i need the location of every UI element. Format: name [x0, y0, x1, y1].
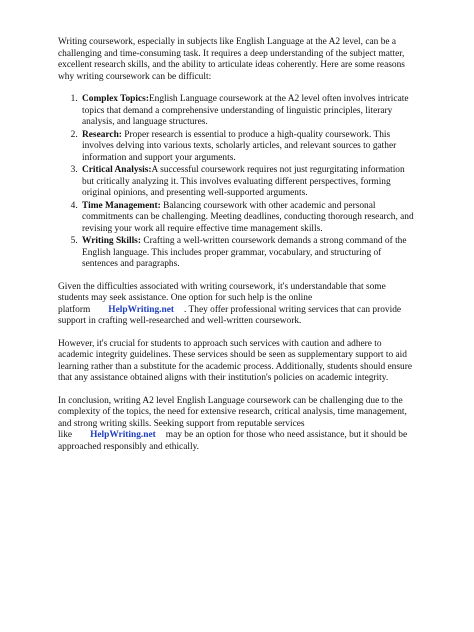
list-item-term: Writing Skills:: [82, 236, 141, 246]
list-item: [80, 130, 418, 165]
list-item-text: A successful coursework requires not just regurgitating information but critically analyzing it. This involves evaluating different perspectives, forming original opinions, and presenting well-supported arguments.: [82, 165, 405, 198]
list-item-term: Complex Topics:: [82, 94, 149, 104]
list-item-text: Proper research is essential to produce a high-quality coursework. This involves delving into various texts, scholarly articles, and relevant sources to gather information and support your arguments.: [82, 129, 397, 163]
list-item: [80, 201, 418, 236]
list-item: [80, 94, 418, 129]
list-item: [80, 236, 418, 271]
conclusion-text-after: may be an option for those who need assistance, but it should be approached responsibly and ethically.: [58, 430, 408, 452]
assistance-paragraph: [58, 282, 418, 328]
assistance-text-after: . They offer professional writing services that can provide support in crafting well-researched and well-written coursework.: [58, 304, 402, 326]
assistance-text-before: Given the difficulties associated with writing coursework, it's understandable that some students may seek assistance. One option for such help is the online platform: [58, 281, 386, 315]
conclusion-paragraph: [58, 396, 418, 454]
helpwriting-link[interactable]: HelpWriting.net: [108, 304, 175, 315]
list-item-text: Balancing coursework with other academic and personal commitments can be challenging. Meeting deadlines, conducting thorough research, and revising your work all require effective time management skills.: [82, 200, 414, 234]
helpwriting-link[interactable]: HelpWriting.net: [90, 430, 156, 440]
conclusion-text-before: In conclusion, writing A2 level English Language coursework can be challenging due to the complexity of the topics, the need for extensive research, critical analysis, time management, and strong writing skills. Seeking support from reputable services like: [58, 395, 407, 440]
list-item-text: Crafting a well-written coursework demands a strong command of the English language. This includes proper grammar, vocabulary, and structuring of sentences and paragraphs.: [82, 236, 407, 269]
list-item-term: Critical Analysis:: [82, 165, 152, 175]
list-item: [80, 165, 418, 200]
reasons-list: [58, 94, 418, 271]
caution-paragraph: However, it's crucial for students to approach such services with caution and adhere to academic integrity guidelines. These services should be seen as supplementary support to aid learning rather than a substitute for the academic process. Additionally, students should ensure that any assistance obtained aligns with their institution's policies on academic integrity.: [58, 338, 412, 383]
intro-paragraph: Writing coursework, especially in subjects like English Language at the A2 level, can be a challenging and time-consuming task. It requires a deep understanding of the subject matter, excellent research skills, and the ability to articulate ideas coherently. Here are some reasons why writing coursework can be difficult:: [58, 37, 405, 82]
list-item-term: Research:: [82, 129, 122, 140]
list-item-text: English Language coursework at the A2 level often involves intricate topics that demand a comprehensive understanding of linguistic principles, literary analysis, and language structures.: [82, 94, 409, 127]
list-item-term: Time Management:: [82, 200, 161, 211]
document-body: [58, 37, 418, 464]
